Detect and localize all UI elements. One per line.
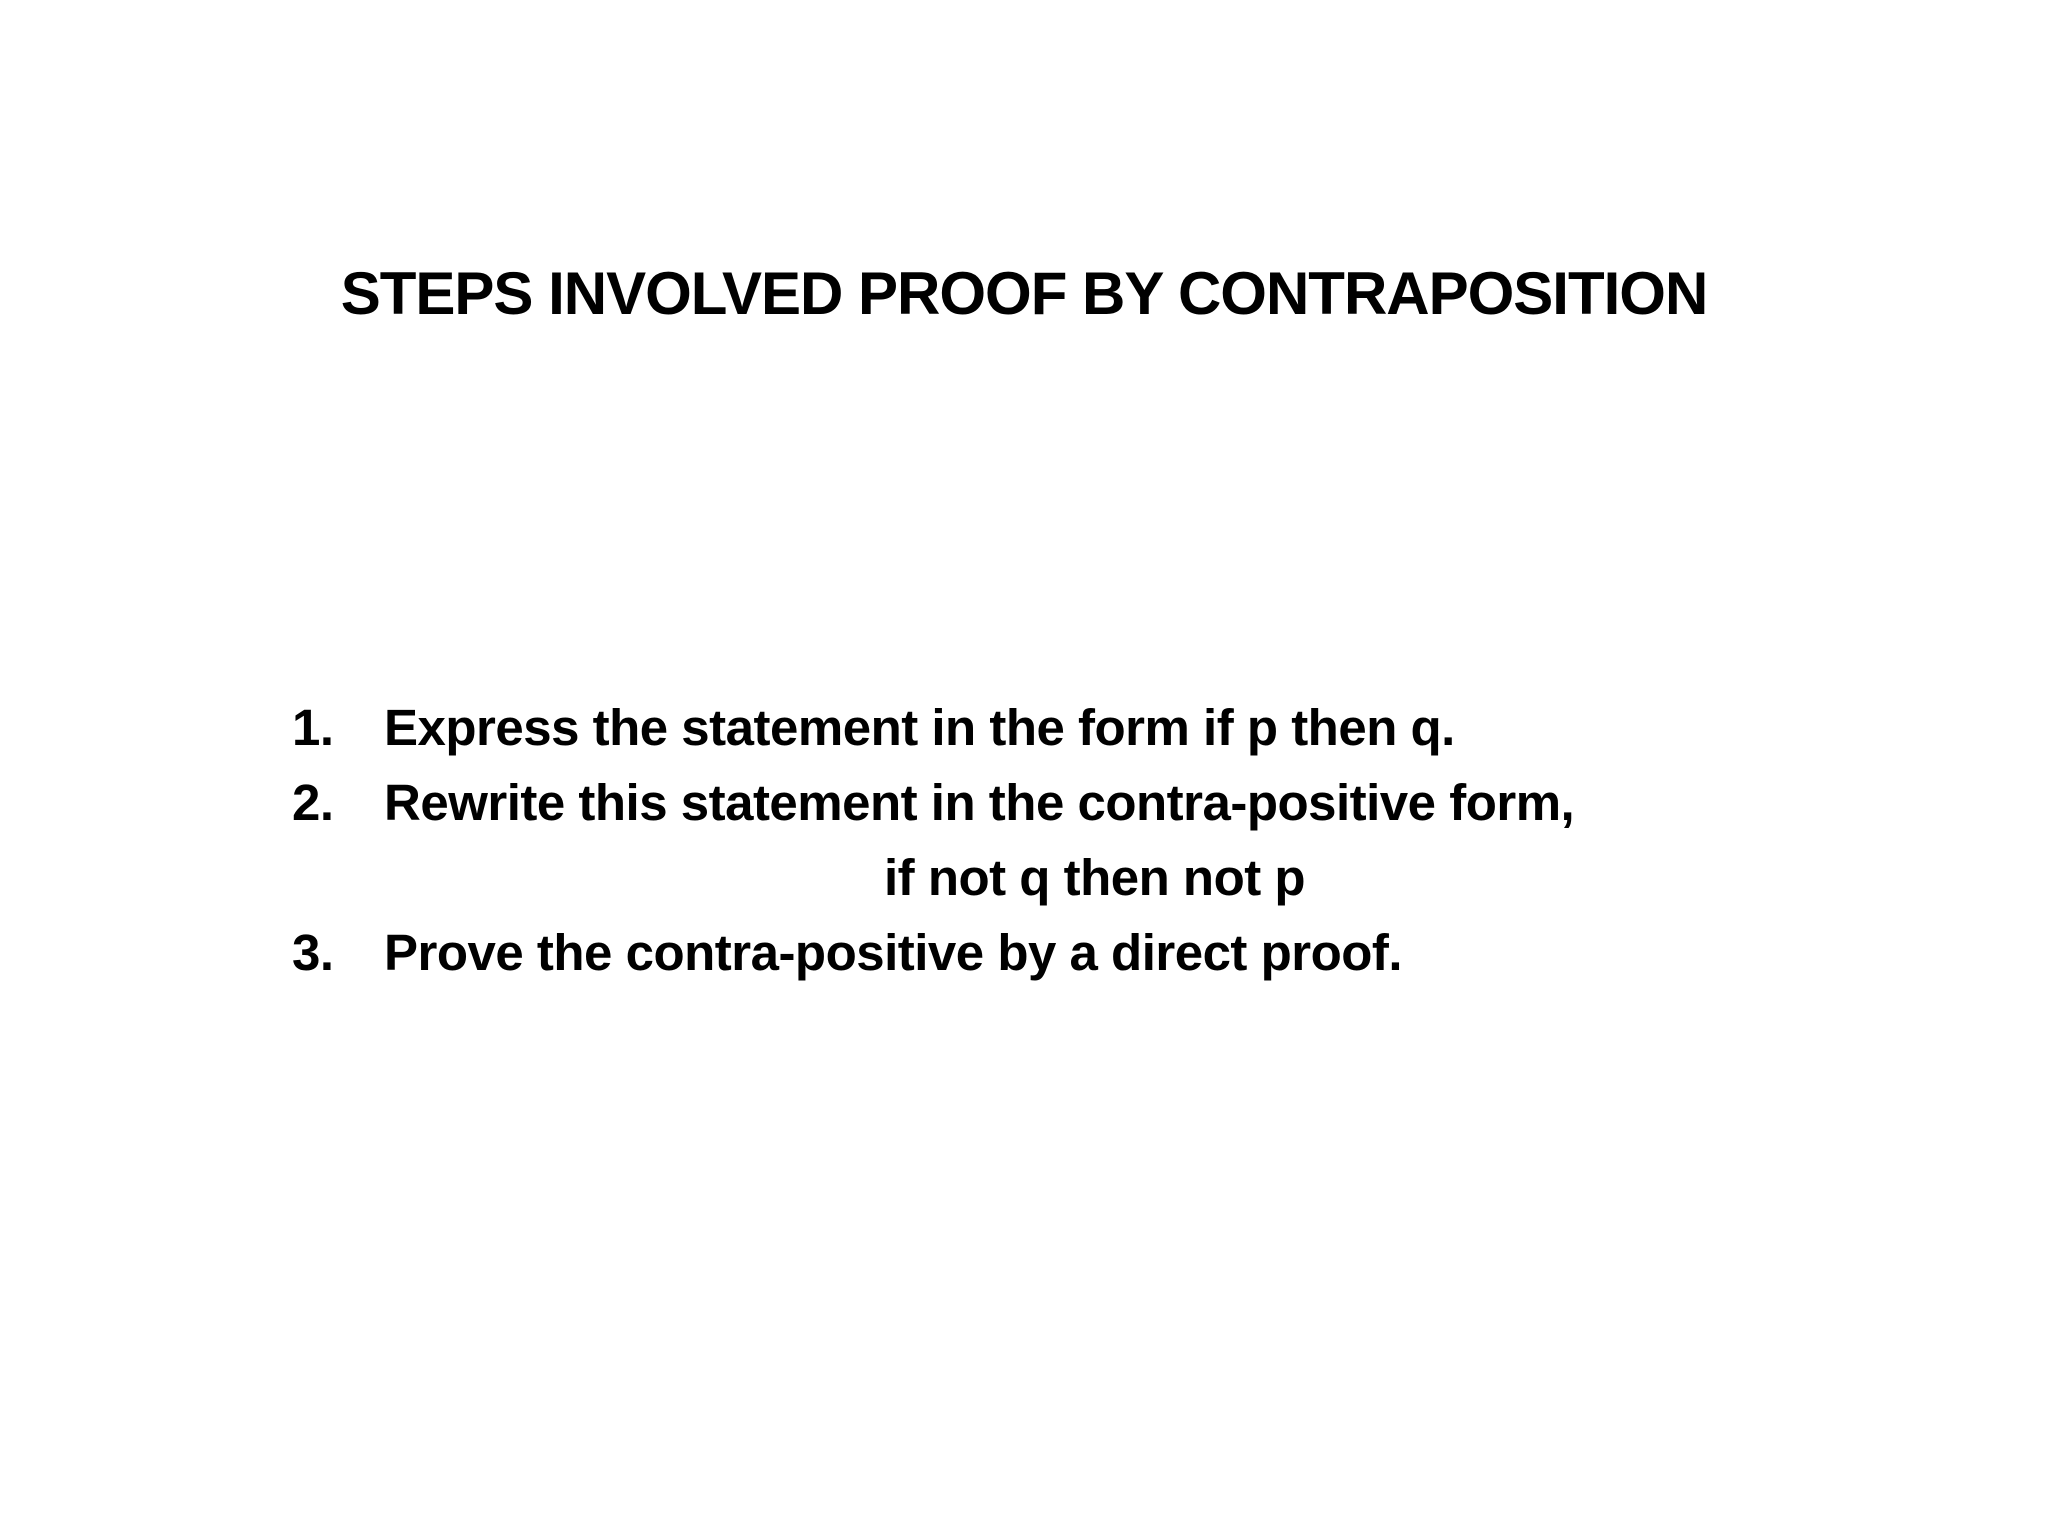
step-item-1 <box>292 690 1852 765</box>
step-item-2-subline <box>292 840 1852 915</box>
step-number: 1. <box>292 699 334 756</box>
slide-title: STEPS INVOLVED PROOF BY CONTRAPOSITION <box>340 260 1708 327</box>
step-text: Prove the contra-positive by a direct proof. <box>384 924 1403 981</box>
step-text: Express the statement in the form if p then q. <box>384 699 1455 756</box>
step-number: 2. <box>292 774 334 831</box>
step-subline-text: if not q then not p <box>884 849 1306 906</box>
step-item-2 <box>292 765 1852 840</box>
step-text: Rewrite this statement in the contra-positive form, <box>384 774 1575 831</box>
steps-list <box>292 690 1852 990</box>
step-item-3 <box>292 915 1852 990</box>
step-number: 3. <box>292 924 334 981</box>
